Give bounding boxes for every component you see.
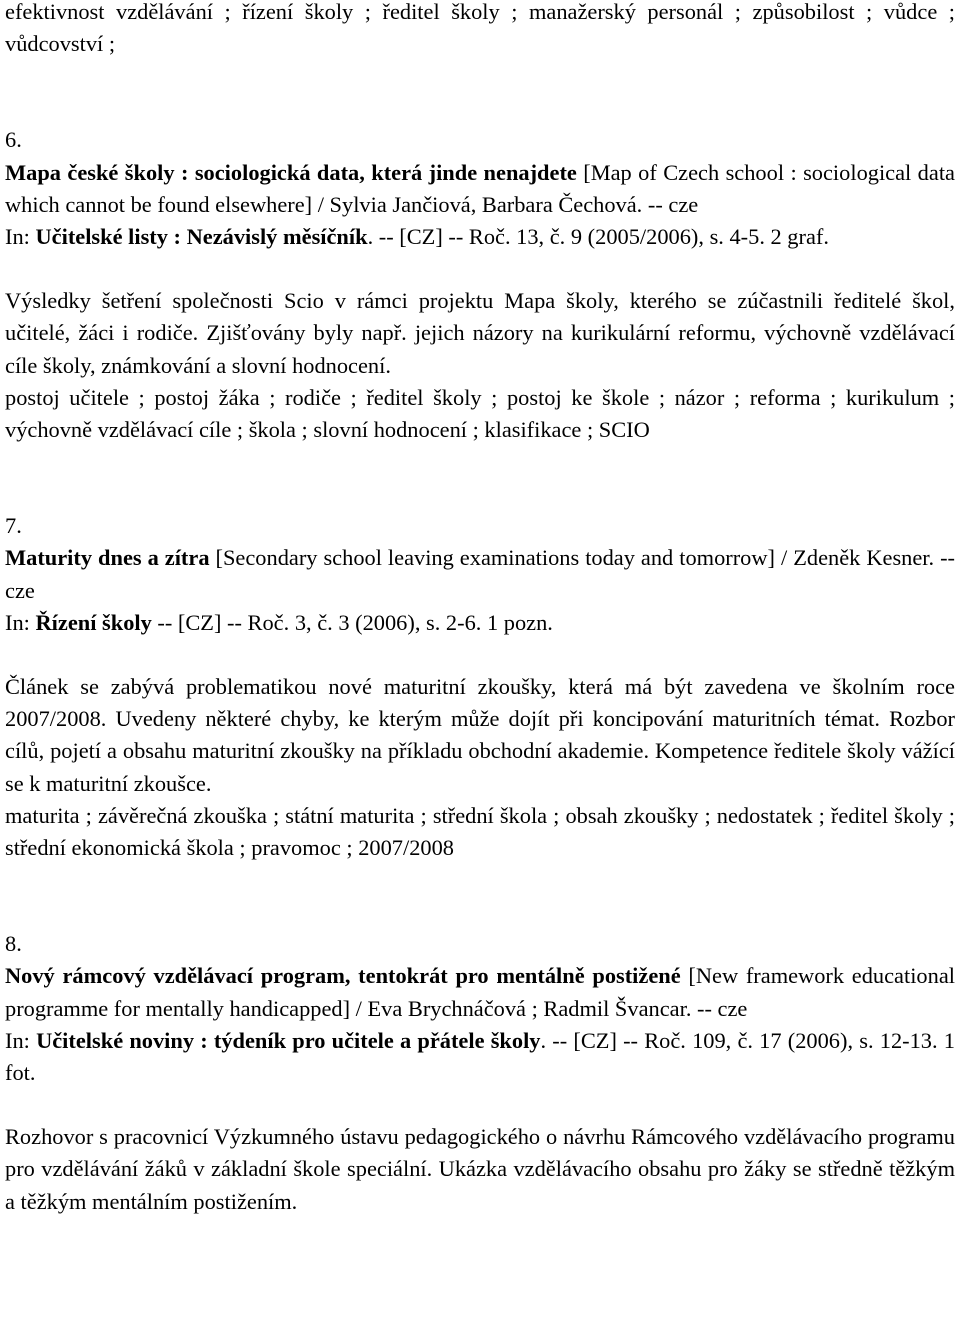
record-number: 7. bbox=[5, 513, 22, 539]
record-8 bbox=[5, 928, 955, 1218]
source-bold: Učitelské listy : Nezávislý měsíčník bbox=[35, 224, 368, 250]
title-rest: [Secondary school leaving examinations today and tomorrow] / Zdeněk Kesner. -- cze bbox=[5, 545, 956, 603]
title-bold: Nový rámcový vzdělávací program, tentokrát pro mentálně postižené bbox=[5, 963, 681, 989]
record-source bbox=[5, 1025, 955, 1089]
record-number: 8. bbox=[5, 931, 22, 957]
record-source bbox=[5, 221, 955, 253]
record-abstract: Výsledky šetření společnosti Scio v rámci projektu Mapa školy, kterého se zúčastnili ředitelé škol, učitelé, žáci i rodiče. Zjišťovány byly např. jejich názory na kurikulární reformu, výchovně vzdělávací cíle školy, známkování a slovní hodnocení. bbox=[5, 288, 955, 378]
source-rest: -- [CZ] -- Roč. 3, č. 3 (2006), s. 2-6. 1 pozn. bbox=[151, 609, 553, 635]
source-rest: . -- [CZ] -- Roč. 13, č. 9 (2005/2006), s. 4-5. 2 graf. bbox=[367, 224, 829, 250]
record-title bbox=[5, 960, 955, 1024]
source-prefix: In: bbox=[5, 224, 36, 250]
title-bold: Mapa české školy : sociologická data, která jinde nenajdete bbox=[5, 159, 577, 185]
record-keywords: maturita ; závěrečná zkouška ; státní maturita ; střední škola ; obsah zkoušky ; nedostatek ; ředitel školy ; střední ekonomická škola ; pravomoc ; 2007/2008 bbox=[5, 802, 955, 861]
record-number: 6. bbox=[5, 127, 22, 153]
record-keywords: postoj učitele ; postoj žáka ; rodiče ; ředitel školy ; postoj ke škole ; názor ; reforma ; kurikulum ; výchovně vzdělávací cíle ; škola ; slovní hodnocení ; klasifikace ; SCIO bbox=[5, 384, 955, 443]
source-prefix: In: bbox=[5, 609, 36, 635]
source-bold: Učitelské noviny : týdeník pro učitele a přátele školy bbox=[36, 1027, 541, 1053]
record-source bbox=[5, 607, 955, 639]
source-bold: Řízení školy bbox=[35, 609, 152, 635]
source-rest: . -- [CZ] -- Roč. 109, č. 17 (2006), s. 12-13. 1 fot. bbox=[5, 1027, 955, 1086]
record-7 bbox=[5, 510, 955, 864]
record-abstract: Rozhovor s pracovnicí Výzkumného ústavu pedagogického o návrhu Rámcového vzdělávacího programu pro vzdělávání žáků v základní škole speciální. Ukázka vzdělávacího obsahu pro žáky se středně těžkým a těžkým mentálním postižením. bbox=[5, 1124, 955, 1214]
record-title bbox=[5, 157, 955, 221]
record-6 bbox=[5, 124, 955, 446]
source-prefix: In: bbox=[5, 1027, 37, 1053]
record-title bbox=[5, 542, 955, 606]
title-rest: [Map of Czech school : sociological data which cannot be found elsewhere] / Sylvia Jančiová, Barbara Čechová. -- cze bbox=[5, 159, 955, 217]
title-rest: [New framework educational programme for mentally handicapped] / Eva Brychnáčová ; Radmil Švancar. -- cze bbox=[5, 963, 955, 1021]
document-page bbox=[5, 0, 955, 1218]
title-bold: Maturity dnes a zítra bbox=[5, 545, 210, 571]
record-abstract: Článek se zabývá problematikou nové maturitní zkoušky, která má být zavedena ve školním roce 2007/2008. Uvedeny některé chyby, ke kterým může dojít při koncipování maturitních témat. Rozbor cílů, pojetí a obsahu maturitní zkoušky na příkladu obchodní akademie. Kompetence ředitele školy vážící se k maturitní zkoušce. bbox=[5, 674, 955, 796]
keywords-previous-record: efektivnost vzdělávání ; řízení školy ; ředitel školy ; manažerský personál ; způsobilost ; vůdce ; vůdcovství ; bbox=[5, 0, 955, 57]
